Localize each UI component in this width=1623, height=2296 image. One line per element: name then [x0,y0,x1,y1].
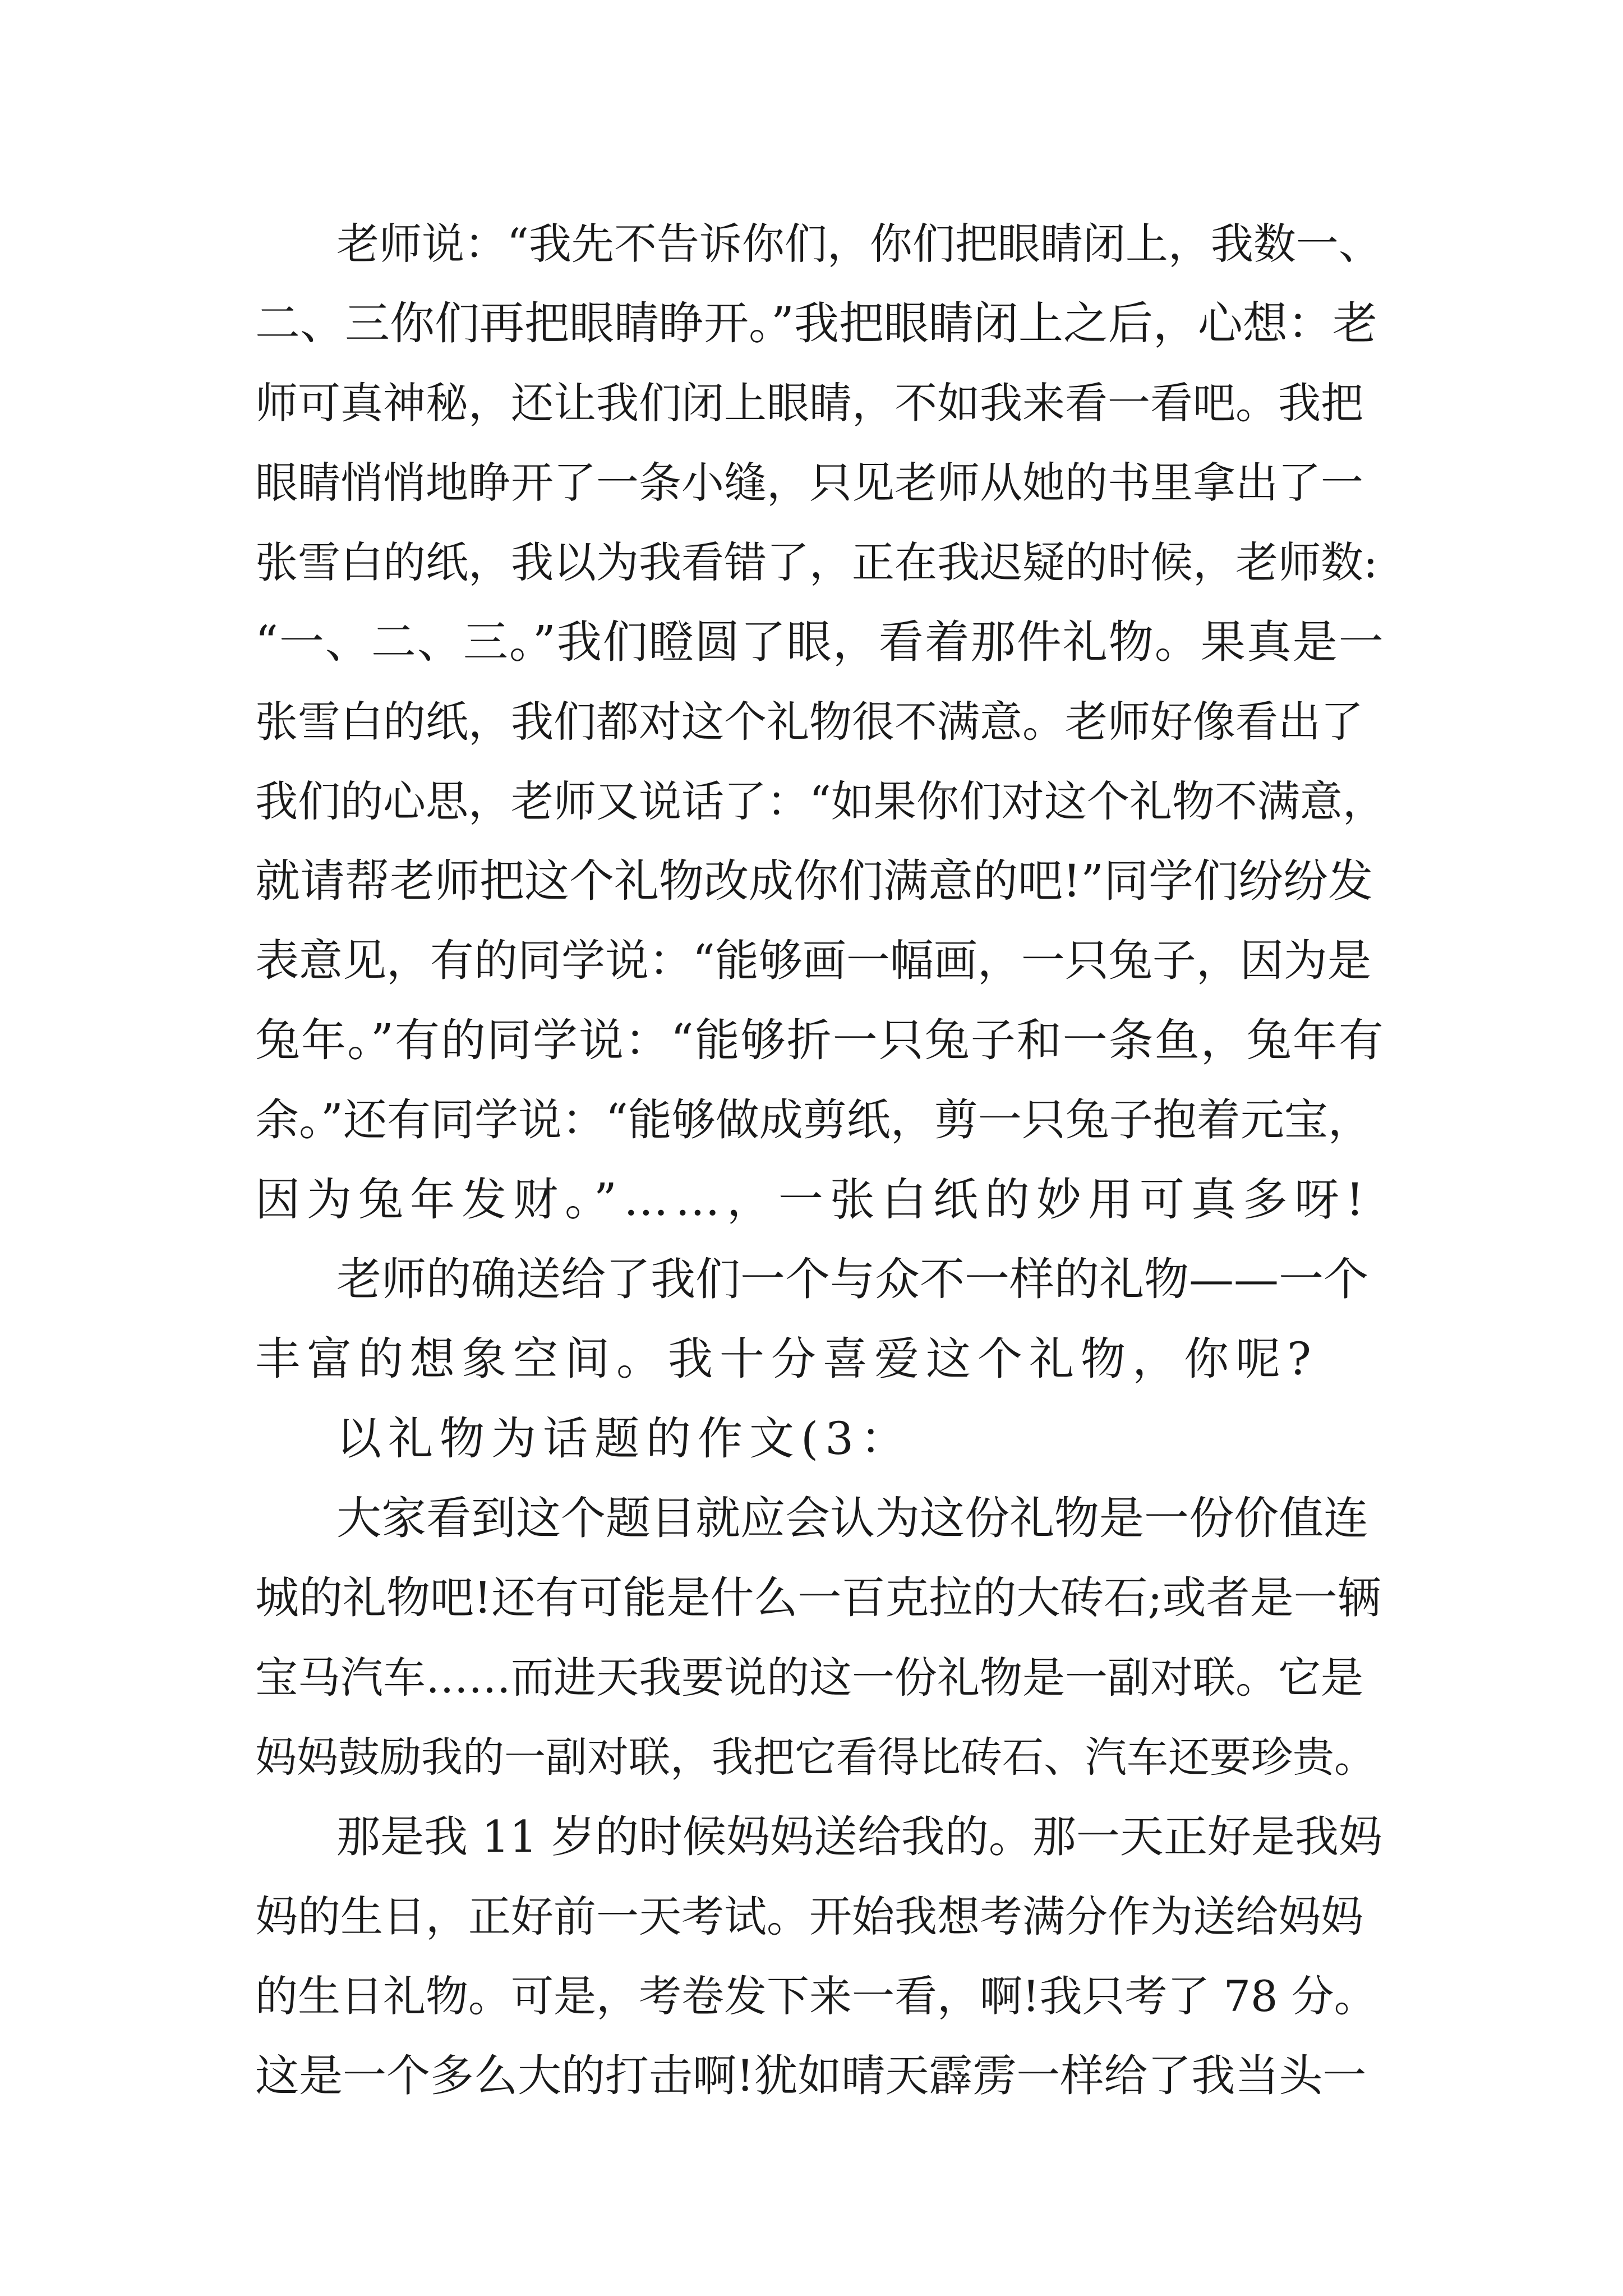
text-line: 妈妈鼓励我的一副对联，我把它看得比砖石、汽车还要珍贵。 [255,1733,1376,1782]
text-line: 妈的生日，正好前一天考试。开始我想考满分作为送给妈妈 [255,1892,1363,1941]
text-line: 老师说：“我先不告诉你们，你们把眼睛闭上，我数一、 [336,219,1381,269]
text-line: 老师的确送给了我们一个与众不一样的礼物——一个 [336,1253,1368,1305]
text-line: 我们的心思，老师又说话了：“如果你们对这个礼物不满意， [255,776,1385,826]
section-heading: 以礼物为话题的作文(3： [336,1412,912,1465]
text-line: 大家看到这个题目就应会认为这份礼物是一份价值连 [336,1492,1368,1544]
text-line: 张雪白的纸，我以为我看错了，正在我迟疑的时候，老师数: [255,537,1378,587]
text-line: 余。”还有同学说：“能够做成剪纸，剪一只兔子抱着元宝， [255,1095,1372,1145]
text-line: 张雪白的纸，我们都对这个礼物很不满意。老师好像看出了 [255,697,1363,747]
text-line: 二、三你们再把眼睛睁开。”我把眼睛闭上之后，心想：老 [255,297,1377,349]
text-line: 这是一个多么大的打击啊!犹如晴天霹雳一样给了我当头一 [255,2051,1367,2101]
text-line: 因为兔年发财。”……，一张白纸的妙用可真多呀! [255,1174,1371,1226]
text-line: 丰富的想象空间。我十分喜爱这个礼物，你呢? [255,1333,1318,1385]
text-line: 兔年。”有的同学说：“能够折一只兔子和一条鱼，兔年有 [255,1014,1385,1066]
text-line: 宝马汽车……而进天我要说的这一份礼物是一副对联。它是 [255,1653,1363,1703]
text-line: 城的礼物吧!还有可能是什么一百克拉的大砖石;或者是一辆 [255,1573,1381,1623]
text-line: “一、二、三。”我们瞪圆了眼，看着那件礼物。果真是一 [255,616,1385,668]
text-line: 就请帮老师把这个礼物改成你们满意的吧!”同学们纷纷发 [255,855,1373,907]
text-line: 的生日礼物。可是，考卷发下来一看，啊!我只考了 78 分。 [255,1971,1377,2021]
text-line: 那是我 11 岁的时候妈妈送给我的。那一天正好是我妈 [336,1812,1382,1862]
text-line: 师可真神秘，还让我们闭上眼睛，不如我来看一看吧。我把 [255,378,1363,428]
text-line: 表意见，有的同学说：“能够画一幅画，一只兔子，因为是 [255,936,1371,986]
text-line: 眼睛悄悄地睁开了一条小缝，只见老师从她的书里拿出了一 [255,458,1363,508]
